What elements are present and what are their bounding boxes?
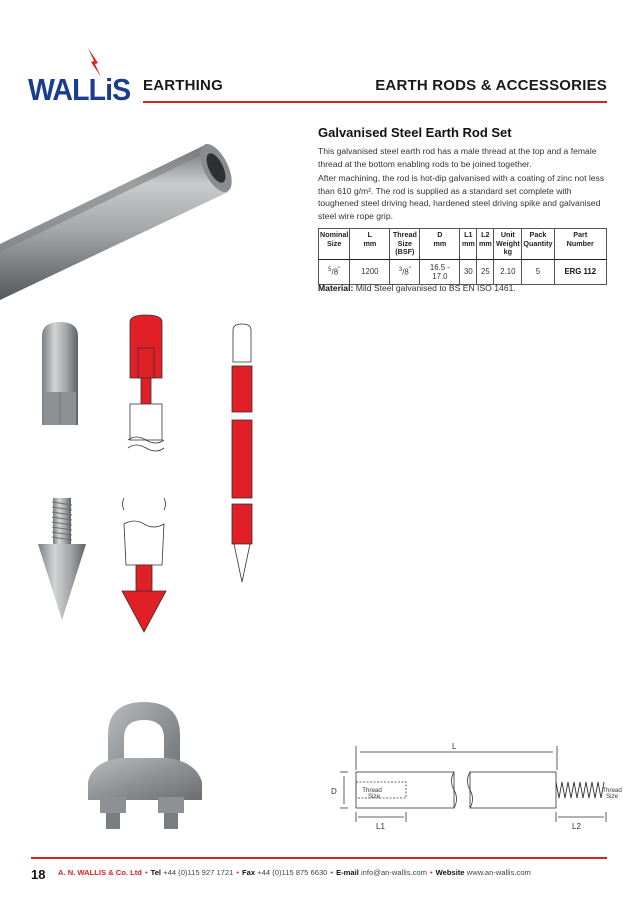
footer-divider [31,857,607,859]
dimension-label-thread-1: Thread [362,787,382,794]
cell-unit-weight: 2.10 [494,259,522,284]
driving-spike-photo [38,498,86,620]
cell-thread-size: $^3$/8" [390,259,420,284]
footer-fax-label: Fax [242,868,256,877]
header-unit-weight: Unit Weight kg [494,229,522,260]
section-title: EARTHING [143,77,223,94]
dimension-label-l2: L2 [572,822,581,831]
footer-contact: A. N. WALLIS & Co. Ltd • Tel +44 (0)115 927 1721 • Fax +44 (0)115 875 6630 • E-mail info@an-wallis.com • Website www.an-wallis.com [58,868,531,877]
footer-tel-label: Tel [150,868,162,877]
dimension-label-d: D [331,787,337,796]
header-part-number: Part Number [554,229,606,260]
cell-l: 1200 [350,259,390,284]
driving-spike-diagram [122,498,166,632]
category-title: EARTH RODS & ACCESSORIES [375,77,607,94]
material-note [318,283,516,293]
spec-table-header-row [319,229,607,260]
dimension-label-l1: L1 [376,822,385,831]
header-pack-quantity: Pack Quantity [522,229,554,260]
header-l2: L2 mm [477,229,494,260]
product-title: Galvanised Steel Earth Rod Set [318,125,512,140]
material-label: Material: [318,283,354,293]
page-number: 18 [31,867,46,882]
cell-l1: 30 [460,259,477,284]
dimension-label-thread-right-1: Thread [602,787,622,794]
dimension-label-thread-2: Size [367,793,381,800]
cell-d: 16.5 - 17.0 [420,259,460,284]
dimension-diagram [340,746,606,822]
material-text: Mild Steel galvanised to BS EN ISO 1461. [355,283,516,293]
assembled-rod-diagram [232,324,252,582]
product-description-2: After machining, the rod is hot-dip galvanised with a coating of zinc not less than 610 g/m². The rod is supplied as a standard set complete with toughened steel driving head, hardened steel driving spike and galvanised steel wire rope grip. [318,173,605,221]
footer-email-label: E-mail [336,868,359,877]
table-row [319,259,607,284]
dimension-label-thread-right-2: Size [605,793,619,800]
cell-pack-quantity: 5 [522,259,554,284]
header-nominal-size: Nominal Size [319,229,350,260]
footer-tel: +44 (0)115 927 1721 [163,868,234,877]
spec-table [318,228,607,285]
driving-head-photo [42,322,78,425]
footer-email-link[interactable]: info@an-wallis.com [361,868,427,877]
product-description-1: This galvanised steel earth rod has a male thread at the top and a female thread at the bottom enabling rods to be joined together. [318,146,597,169]
driving-head-diagram [128,315,164,451]
cell-l2: 25 [477,259,494,284]
footer-web-label: Website [435,868,465,877]
header-thread-size: Thread Size (BSF) [390,229,420,260]
footer-company: A. N. WALLIS & Co. Ltd [58,868,142,877]
cell-nominal-size: $^5$/8" [319,259,350,284]
cell-part-number: ERG 112 [554,259,606,284]
earth-rod-photo [0,139,238,300]
footer-fax: +44 (0)115 875 6630 [257,868,328,877]
header-l: L mm [350,229,390,260]
header-l1: L1 mm [460,229,477,260]
footer-website-link[interactable]: www.an-wallis.com [466,868,531,877]
wire-rope-grip-photo [88,702,202,829]
logo-wordmark: WALLiS [28,72,131,107]
header-d: D mm [420,229,460,260]
dimension-label-l: L [452,742,457,751]
